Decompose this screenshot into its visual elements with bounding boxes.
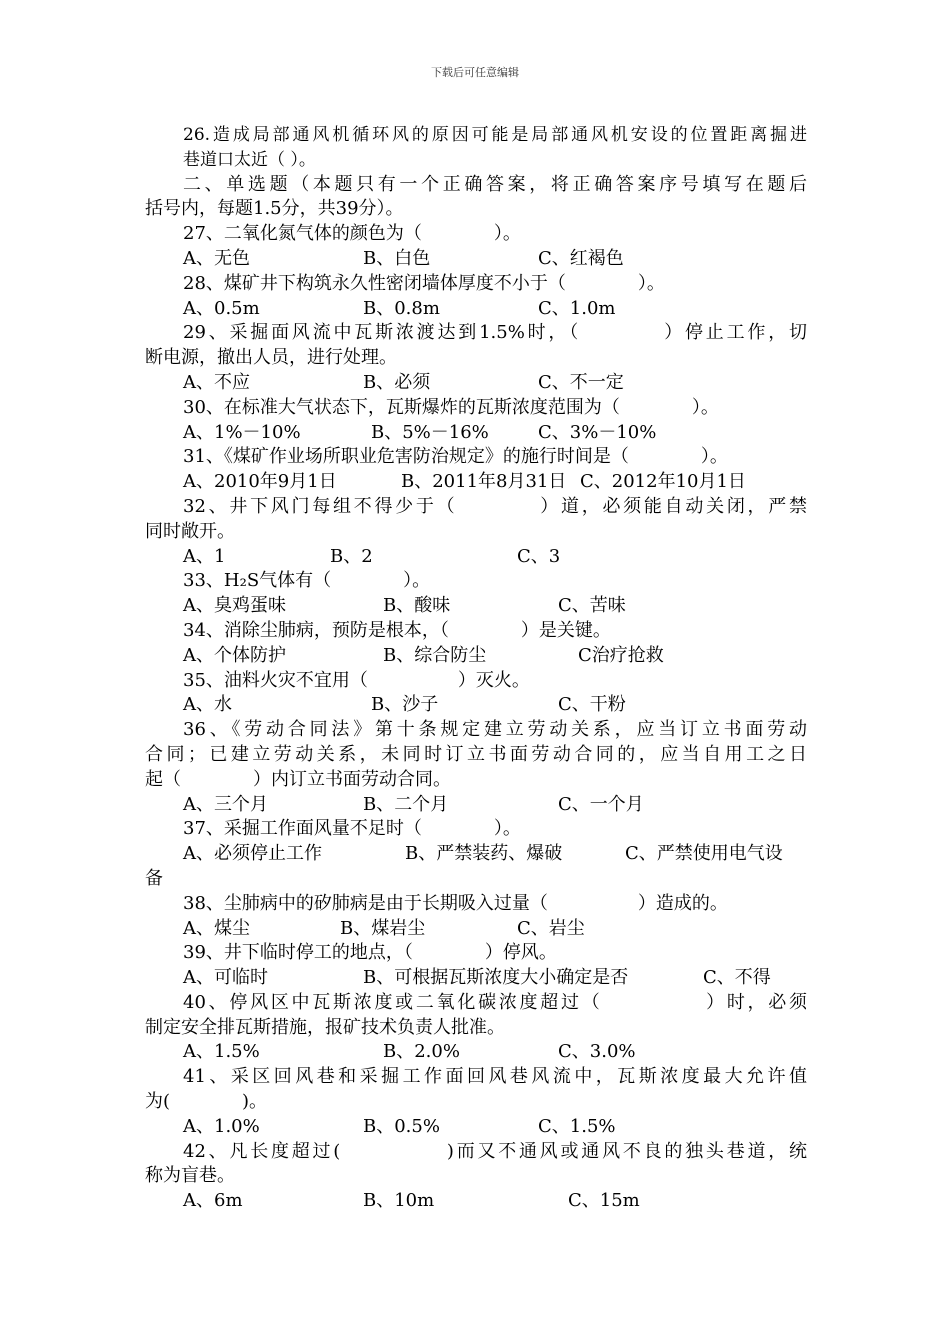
question-35-line-1: 35、油料火灾不宜用（ ）灭火。 bbox=[183, 669, 530, 691]
question-34-option-a: A、个体防护 bbox=[183, 644, 286, 666]
question-26-line-2: 巷道口太近（ ）。 bbox=[183, 149, 316, 170]
question-38-option-c: C、岩尘 bbox=[517, 917, 585, 939]
question-27-option-a: A、无色 bbox=[183, 247, 250, 269]
section-heading-line-2: 括号内，每题1.5分，共39分）。 bbox=[145, 198, 404, 220]
question-40-option-c: C、3.0% bbox=[558, 1041, 636, 1063]
question-29-options bbox=[145, 371, 807, 396]
question-35-option-c: C、干粉 bbox=[558, 694, 626, 716]
question-30-option-c: C、3%－10% bbox=[538, 421, 657, 443]
question-37-options bbox=[145, 842, 807, 867]
question-38-options bbox=[145, 917, 807, 942]
question-28-option-c: C、1.0m bbox=[538, 297, 616, 319]
question-41-option-c: C、1.5% bbox=[538, 1115, 616, 1137]
question-32-option-c: C、3 bbox=[517, 545, 561, 567]
question-28-option-b: B、0.8m bbox=[363, 297, 440, 319]
question-27-line-1: 27、二氧化氮气体的颜色为（ ）。 bbox=[183, 223, 521, 245]
question-36-line-3: 起（ ）内订立书面劳动合同。 bbox=[145, 768, 451, 790]
question-27-options bbox=[145, 247, 807, 272]
page-header: 下载后可任意编辑 bbox=[431, 66, 519, 79]
document-body bbox=[145, 123, 807, 1214]
question-30-line-1: 30、在标准大气状态下，瓦斯爆炸的瓦斯浓度范围为（ ）。 bbox=[183, 396, 719, 418]
question-34-option-c: C治疗抢救 bbox=[578, 644, 664, 666]
question-30-options bbox=[145, 421, 807, 446]
question-28-option-a: A、0.5m bbox=[183, 297, 260, 319]
question-42-option-b: B、10m bbox=[363, 1190, 435, 1212]
question-36-option-b: B、二个月 bbox=[363, 793, 449, 815]
question-31-options bbox=[145, 470, 807, 495]
question-29-line-1: 29、采掘面风流中瓦斯浓渡达到1.5%时，（ ）停止工作，切 bbox=[183, 322, 807, 344]
question-33-option-a: A、臭鸡蛋味 bbox=[183, 595, 286, 617]
question-36-option-c: C、一个月 bbox=[558, 793, 644, 815]
question-36-option-a: A、三个月 bbox=[183, 793, 268, 815]
question-39-option-a: A、可临时 bbox=[183, 967, 268, 989]
question-33-line-1: 33、H₂S气体有（ ）。 bbox=[183, 570, 431, 592]
question-35-option-b: B、沙子 bbox=[371, 694, 439, 716]
question-32-option-b: B、2 bbox=[330, 545, 373, 567]
question-31-option-c: C、2012年10月1日 bbox=[580, 471, 746, 493]
question-30-option-a: A、1%－10% bbox=[183, 421, 301, 443]
question-37-line-1: 37、采掘工作面风量不足时（ ）。 bbox=[183, 818, 521, 840]
question-29-line-2: 断电源，撤出人员，进行处理。 bbox=[145, 347, 397, 369]
question-32-option-a: A、1 bbox=[183, 545, 226, 567]
question-40-line-2: 制定安全排瓦斯措施，报矿技术负责人批准。 bbox=[145, 1016, 505, 1038]
question-40-line-1: 40、停风区中瓦斯浓度或二氧化碳浓度超过（ ）时，必须 bbox=[183, 991, 807, 1013]
question-39-option-b: B、可根据瓦斯浓度大小确定是否 bbox=[363, 967, 629, 989]
question-41-option-a: A、1.0% bbox=[183, 1115, 260, 1137]
section-heading-line-1: 二、单选题（本题只有一个正确答案，将正确答案序号填写在题后 bbox=[183, 173, 807, 195]
question-39-option-c: C、不得 bbox=[703, 967, 771, 989]
question-31-line-1: 31、《煤矿作业场所职业危害防治规定》的施行时间是（ ）。 bbox=[183, 446, 728, 468]
question-33-option-c: C、苦味 bbox=[558, 595, 626, 617]
question-37-option-a: A、必须停止工作 bbox=[183, 843, 322, 865]
question-33-options bbox=[145, 594, 807, 619]
question-42-option-a: A、6m bbox=[183, 1190, 243, 1212]
question-33-option-b: B、酸味 bbox=[383, 595, 451, 617]
question-29-option-b: B、必须 bbox=[363, 371, 431, 393]
question-26-line-1: 26.造成局部通风机循环风的原因可能是局部通风机安设的位置距离掘进 bbox=[183, 125, 807, 145]
question-37-option-c: C、严禁使用电气设 bbox=[625, 843, 783, 865]
question-41-options bbox=[145, 1115, 807, 1140]
question-36-line-1: 36、《劳动合同法》第十条规定建立劳动关系，应当订立书面劳动 bbox=[183, 719, 807, 741]
question-35-option-a: A、水 bbox=[183, 694, 232, 716]
question-37-options-tail: 备 bbox=[145, 867, 163, 889]
question-42-option-c: C、15m bbox=[568, 1190, 640, 1212]
question-35-options bbox=[145, 693, 807, 718]
question-40-option-b: B、2.0% bbox=[383, 1041, 460, 1063]
question-41-option-b: B、0.5% bbox=[363, 1115, 440, 1137]
question-39-options bbox=[145, 966, 807, 991]
question-36-options bbox=[145, 793, 807, 818]
question-32-line-2: 同时敞开。 bbox=[145, 520, 235, 542]
question-34-options bbox=[145, 644, 807, 669]
question-34-option-b: B、综合防尘 bbox=[383, 644, 487, 666]
question-37-option-b: B、严禁装药、爆破 bbox=[405, 843, 563, 865]
question-31-option-a: A、2010年9月1日 bbox=[183, 471, 337, 493]
question-29-option-c: C、不一定 bbox=[538, 371, 624, 393]
question-27-option-b: B、白色 bbox=[363, 247, 431, 269]
question-38-option-a: A、煤尘 bbox=[183, 917, 250, 939]
question-38-option-b: B、煤岩尘 bbox=[340, 917, 426, 939]
question-42-line-2: 称为盲巷。 bbox=[145, 1165, 235, 1187]
question-29-option-a: A、不应 bbox=[183, 371, 250, 393]
question-32-options bbox=[145, 545, 807, 570]
question-42-options bbox=[145, 1189, 807, 1214]
question-40-options bbox=[145, 1040, 807, 1065]
question-39-line-1: 39、井下临时停工的地点，（ ）停风。 bbox=[183, 942, 557, 964]
question-41-line-1: 41、采区回风巷和采掘工作面回风巷风流中，瓦斯浓度最大允许值 bbox=[183, 1066, 807, 1088]
question-34-line-1: 34、消除尘肺病，预防是根本，（ ）是关键。 bbox=[183, 619, 611, 641]
question-31-option-b: B、2011年8月31日 bbox=[401, 471, 567, 493]
question-36-line-2: 合同；已建立劳动关系，未同时订立书面劳动合同的，应当自用工之日 bbox=[145, 743, 807, 765]
question-40-option-a: A、1.5% bbox=[183, 1041, 260, 1063]
question-42-line-1: 42、凡长度超过( )而又不通风或通风不良的独头巷道，统 bbox=[183, 1140, 807, 1162]
question-27-option-c: C、红褐色 bbox=[538, 247, 624, 269]
question-38-line-1: 38、尘肺病中的矽肺病是由于长期吸入过量（ ）造成的。 bbox=[183, 892, 728, 914]
question-28-line-1: 28、煤矿井下构筑永久性密闭墙体厚度不小于（ ）。 bbox=[183, 272, 665, 294]
question-28-options bbox=[145, 297, 807, 322]
question-30-option-b: B、5%－16% bbox=[371, 421, 489, 443]
question-32-line-1: 32、井下风门每组不得少于（ ）道，必须能自动关闭，严禁 bbox=[183, 495, 807, 517]
question-41-line-2: 为( )。 bbox=[145, 1091, 268, 1113]
question-list bbox=[145, 222, 807, 1214]
